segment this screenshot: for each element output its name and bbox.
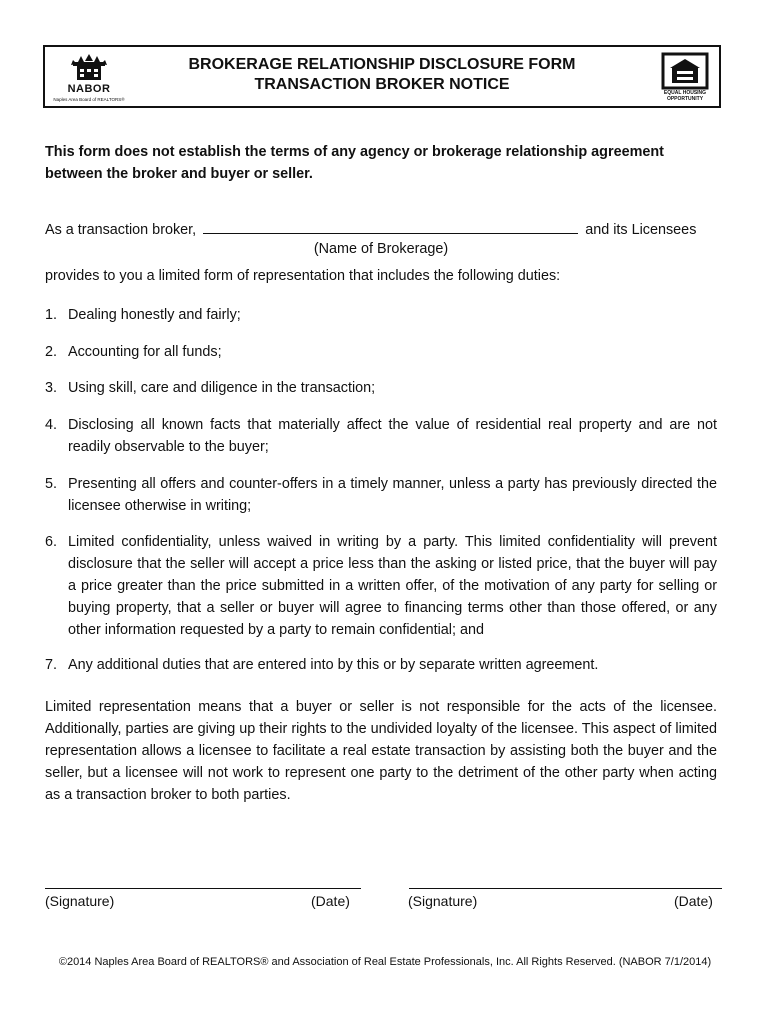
duty-number: 1. [45, 307, 58, 323]
copyright-footer: ©2014 Naples Area Board of REALTORS® and Association of Real Estate Professionals, Inc. All Rights Reserved. (NABOR 7/1/2014) [58, 956, 712, 968]
duty-text: Limited confidentiality, unless waived in writing by a party. This limited confidentiality will prevent disclosure that the seller will accept a price less than the asking or listed price, that the buyer will pay a price greater than the price submitted in a written offer, of the motivation of any party for selling or buying property, that a seller or buyer will agree to financing terms other than those offered, or any other information requested by a party to remain confidential; and [68, 534, 717, 638]
duty-text: Presenting all offers and counter-offers in a timely manner, unless a party has previously directed the licensee otherwise in writing; [68, 476, 717, 514]
broker-line-prefix: As a transaction broker, [45, 222, 197, 238]
duty-item-7 [45, 654, 717, 676]
duty-item-5 [45, 473, 717, 517]
duty-number: 3. [45, 380, 58, 396]
limited-representation-paragraph: Limited representation means that a buyer or seller is not responsible for the acts of the licensee. Additionally, parties are giving up their rights to the undivided loyalty of the licensee. This aspect of limited representation allows a licensee to facilitate a real estate transaction by assisting both the buyer and the seller, but a licensee will not work to represent one party to the detriment of the other party when acting as a transaction broker to both parties. [45, 699, 717, 803]
nabor-sunburst-icon [53, 52, 125, 84]
date-label-2: (Date) [674, 893, 713, 909]
duty-number: 7. [45, 657, 58, 673]
title-line-2: TRANSACTION BROKER NOTICE [254, 76, 510, 93]
duty-item-2 [45, 341, 717, 363]
duty-text: Using skill, care and diligence in the transaction; [68, 380, 376, 396]
eho-caption: EQUAL HOUSING OPPORTUNITY [663, 90, 707, 102]
duty-number: 4. [45, 417, 58, 433]
duty-text: Any additional duties that are entered into by this or by separate written agreement. [68, 657, 599, 673]
duty-text: Disclosing all known facts that materially affect the value of residential real property and are not readily observable to the buyer; [68, 417, 717, 455]
signature-line-1[interactable] [45, 888, 361, 889]
duty-number: 6. [45, 534, 58, 550]
duty-item-6 [45, 531, 717, 641]
equal-housing-logo [657, 52, 713, 104]
duties-intro: provides to you a limited form of representation that includes the following duties: [45, 268, 561, 284]
duty-number: 5. [45, 476, 58, 492]
nabor-logo [53, 52, 125, 104]
duty-item-3 [45, 377, 717, 399]
duty-text: Dealing honestly and fairly; [68, 307, 241, 323]
form-header [43, 45, 721, 108]
logo-name: NABOR [67, 83, 111, 95]
duty-text: Accounting for all funds; [68, 344, 222, 360]
date-label-1: (Date) [311, 893, 350, 909]
broker-line [45, 219, 717, 241]
brokerage-name-field[interactable] [203, 219, 578, 234]
signature-label-2: (Signature) [408, 893, 478, 909]
signature-label-1: (Signature) [45, 893, 115, 909]
brokerage-name-label: (Name of Brokerage) [313, 241, 449, 257]
title-line-1: BROKERAGE RELATIONSHIP DISCLOSURE FORM [188, 56, 576, 73]
duty-item-4 [45, 414, 717, 458]
disclaimer-text: This form does not establish the terms of any agency or brokerage relationship agreement between the broker and buyer or seller. [45, 144, 664, 182]
broker-line-suffix: and its Licensees [585, 222, 697, 238]
logo-tagline: Naples Area Board of REALTORS® [53, 97, 125, 102]
equal-housing-icon [657, 52, 713, 90]
form-title [145, 55, 619, 95]
duty-number: 2. [45, 344, 58, 360]
duty-item-1 [45, 304, 717, 326]
signature-line-2[interactable] [409, 888, 722, 889]
